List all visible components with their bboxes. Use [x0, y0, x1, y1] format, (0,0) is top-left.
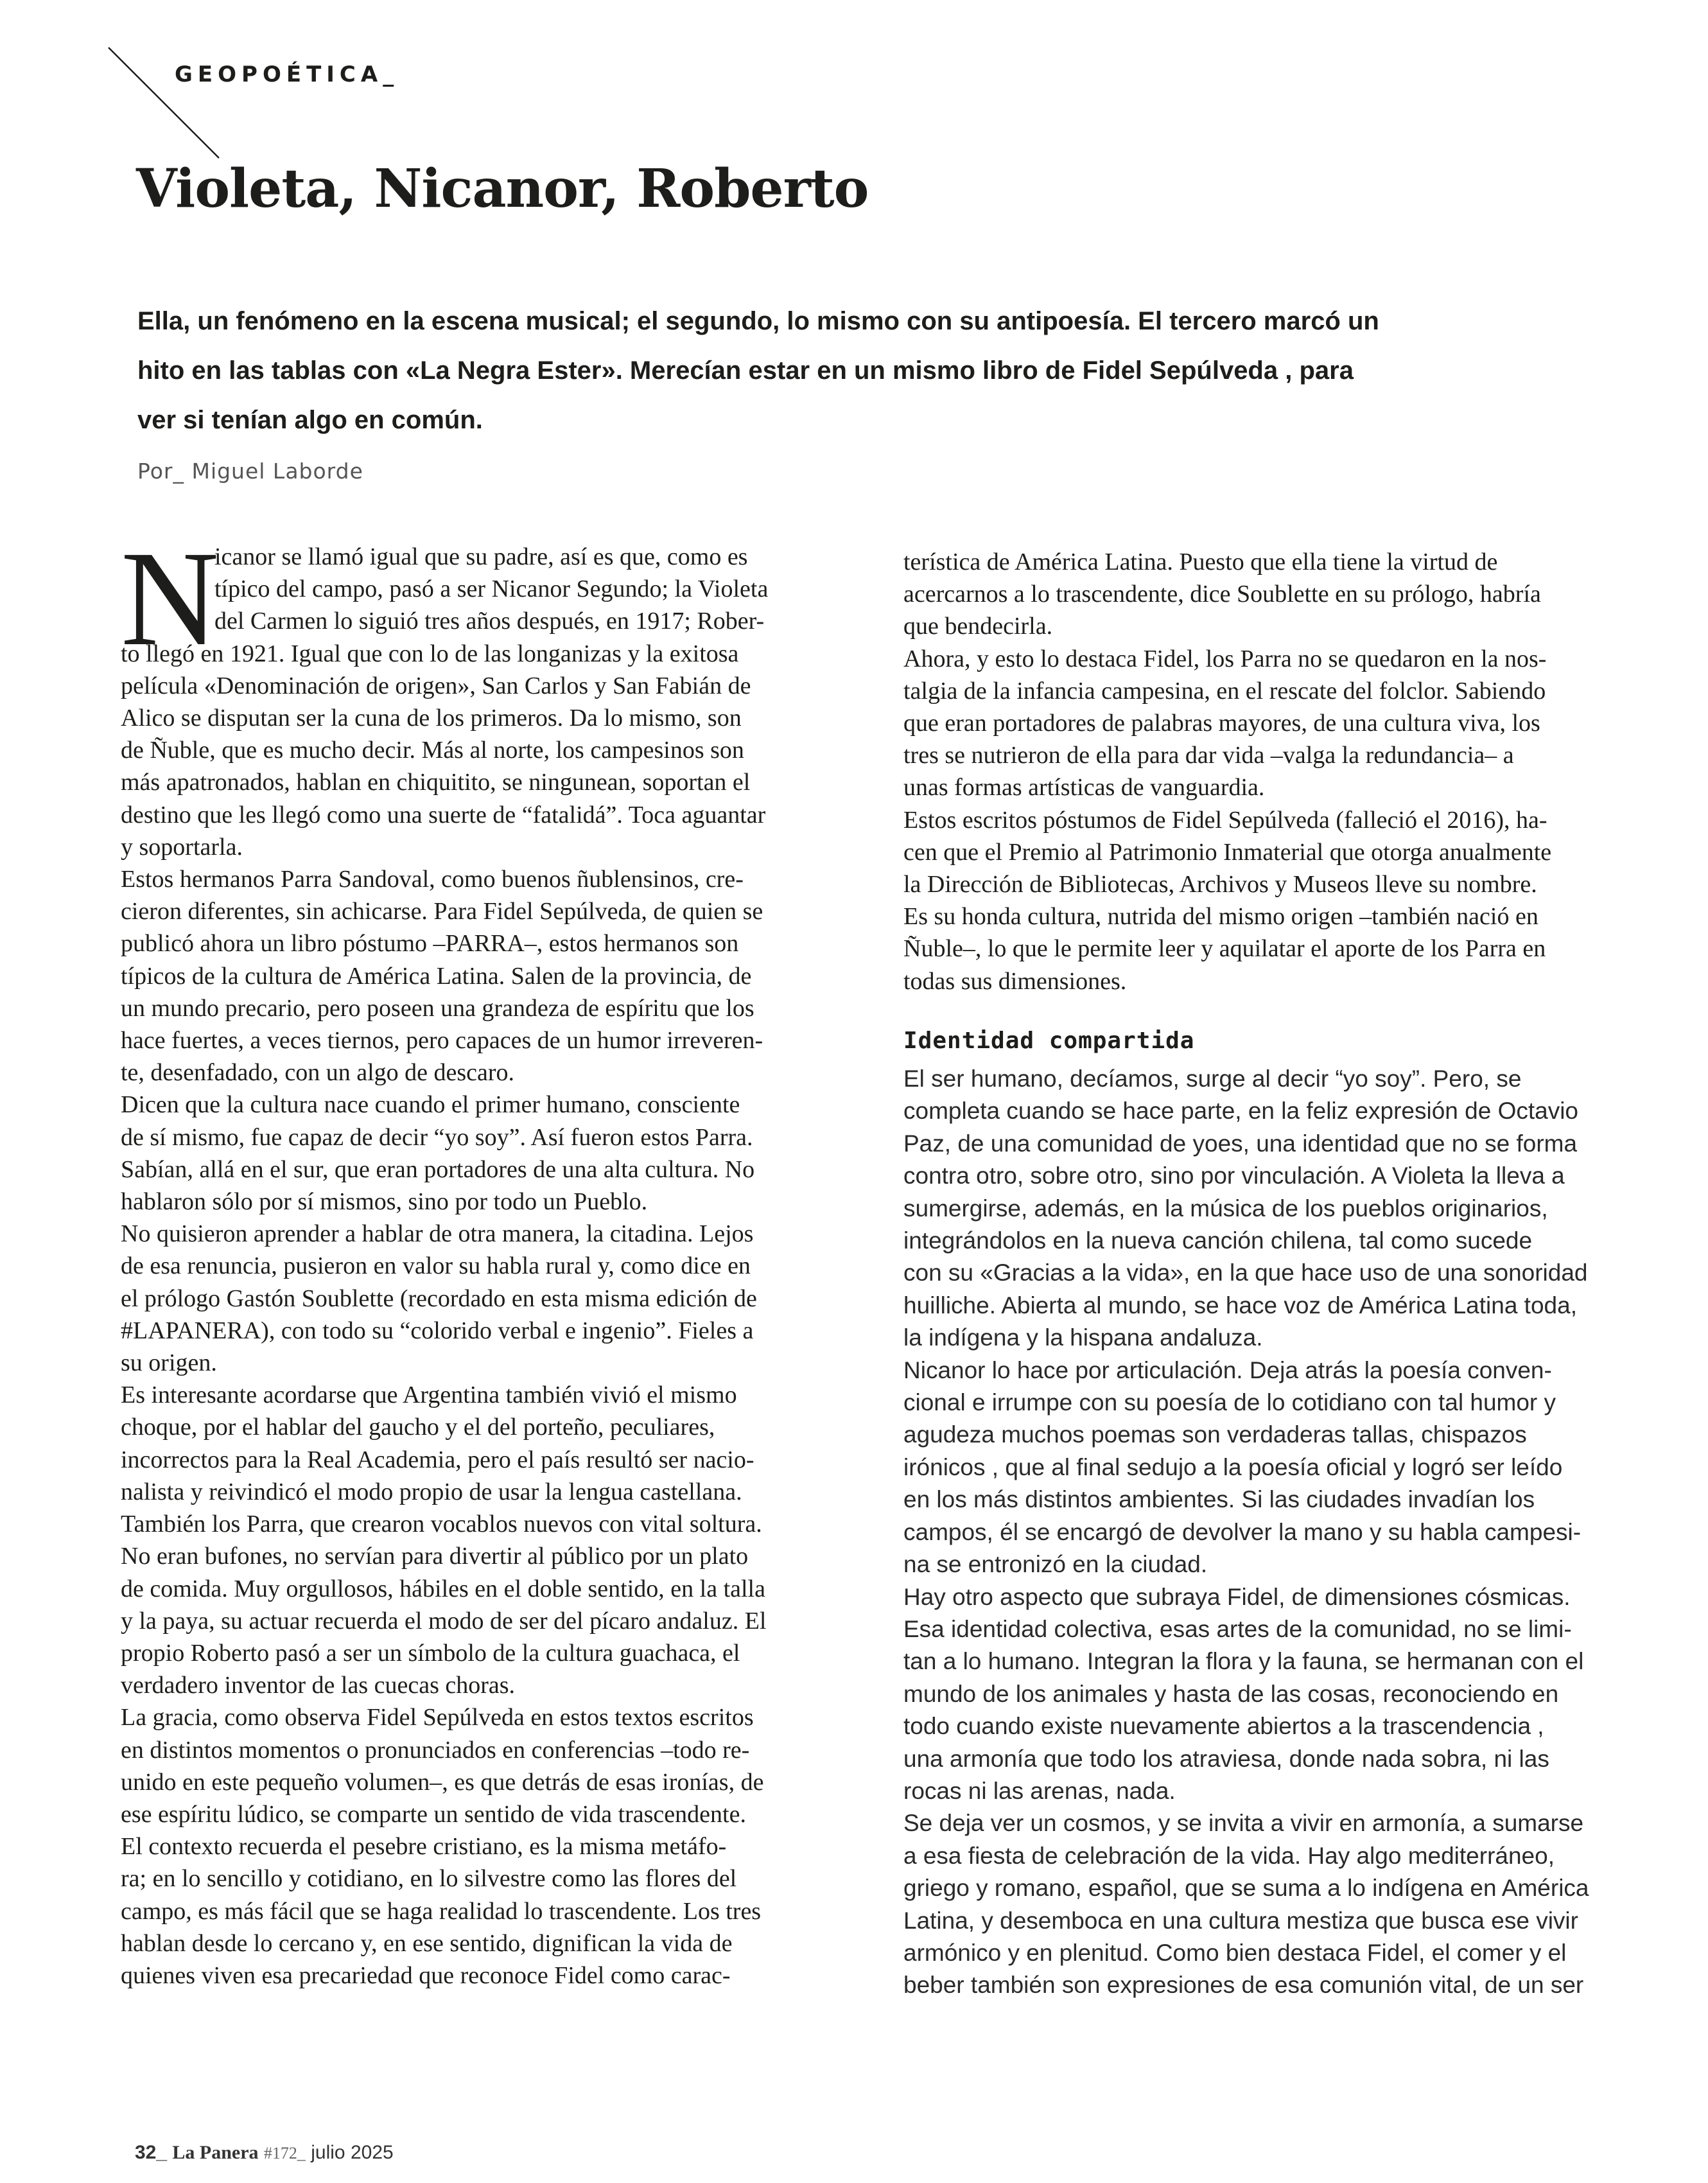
- text-line: icanor se llamó igual que su padre, así es que, como es: [214, 543, 748, 570]
- paragraph: [121, 1379, 832, 1701]
- text-line: incorrectos para la Real Academia, pero el país resultó ser nacio-: [121, 1446, 754, 1473]
- paragraph: [121, 523, 832, 863]
- text-line: completa cuando se hace parte, en la feliz expresión de Octavio: [903, 1098, 1579, 1125]
- paragraph: [121, 863, 832, 1089]
- paragraph: [121, 1701, 832, 1992]
- text-line: La gracia, como observa Fidel Sepúlveda en estos textos escritos: [121, 1704, 754, 1731]
- text-line: Alico se disputan ser la cuna de los primeros. Da lo mismo, son: [121, 705, 742, 732]
- text-line: integrándolos en la nueva canción chilena, tal como sucede: [903, 1227, 1533, 1254]
- byline: Por_ Miguel Laborde: [137, 459, 363, 484]
- text-line: cional e irrumpe con su poesía de lo cotidiano con tal humor y: [903, 1389, 1556, 1416]
- text-line: te, desenfadado, con un algo de descaro.: [121, 1059, 515, 1087]
- drop-cap: N: [121, 523, 220, 674]
- text-line: cieron diferentes, sin achicarse. Para Fidel Sepúlveda, de quien se: [121, 898, 763, 925]
- text-line: Es interesante acordarse que Argentina también vivió el mismo: [121, 1381, 737, 1409]
- text-line: quienes viven esa precariedad que reconoce Fidel como carac-: [121, 1961, 731, 1989]
- text-line: El contexto recuerda el pesebre cristiano, es la misma metáfo-: [121, 1833, 727, 1861]
- text-line: típico del campo, pasó a ser Nicanor Segundo; la Violeta: [214, 575, 769, 603]
- paragraph: [903, 1355, 1629, 1581]
- paragraph: [903, 1581, 1629, 1808]
- text-line: contra otro, sobre otro, sino por vinculación. A Violeta la lleva a: [903, 1162, 1565, 1189]
- text-line: en los más distintos ambientes. Si las ciudades invadían los: [903, 1486, 1535, 1513]
- text-line: unido en este pequeño volumen–, es que detrás de esas ironías, de: [121, 1768, 764, 1796]
- paragraph: [903, 643, 1615, 804]
- text-line: No eran bufones, no servían para divertir al público por un plato: [121, 1543, 749, 1570]
- text-line: verdadero inventor de las cuecas choras.: [121, 1672, 516, 1699]
- text-line: sumergirse, además, en la música de los pueblos originarios,: [903, 1195, 1548, 1222]
- text-line: hablan desde lo cercano y, en ese sentido, dignifican la vida de: [121, 1929, 733, 1957]
- paragraph: [903, 546, 1615, 643]
- text-line: hace fuertes, a veces tiernos, pero capaces de un humor irreveren-: [121, 1027, 763, 1055]
- text-line: Nicanor lo hace por articulación. Deja atrás la poesía conven-: [903, 1356, 1552, 1383]
- text-line: griego y romano, español, que se suma a lo indígena en América: [903, 1875, 1589, 1902]
- text-line: Latina, y desemboca en una cultura mestiza que busca ese vivir: [903, 1907, 1578, 1934]
- text-line: Es su honda cultura, nutrida del mismo origen –también nació en: [903, 903, 1538, 931]
- text-line: rocas ni las arenas, nada.: [903, 1777, 1176, 1804]
- text-line: publicó ahora un libro póstumo –PARRA–, estos hermanos son: [121, 930, 739, 958]
- text-line: una armonía que todo los atraviesa, donde nada sobra, ni las: [903, 1745, 1549, 1772]
- text-line: nalista y reivindicó el modo propio de usar la lengua castellana.: [121, 1478, 742, 1505]
- text-line: ra; en lo sencillo y cotidiano, en lo silvestre como las flores del: [121, 1865, 737, 1893]
- text-line: todas sus dimensiones.: [903, 967, 1127, 995]
- text-line: campos, él se encargó de devolver la mano y su habla campesi-: [903, 1518, 1582, 1545]
- text-line: agudeza muchos poemas son verdaderas tallas, chispazos: [903, 1421, 1527, 1448]
- paragraph: [903, 804, 1615, 997]
- text-line: talgia de la infancia campesina, en el rescate del folclor. Sabiendo: [903, 677, 1546, 705]
- page-number: 32_: [135, 2142, 168, 2163]
- text-line: terística de América Latina. Puesto que ella tiene la virtud de: [903, 548, 1498, 575]
- section-subheading: Identidad compartida: [903, 1028, 1195, 1054]
- text-line: más apatronados, hablan en chiquitito, se ningunean, soportan el: [121, 769, 751, 796]
- article-title: Violeta, Nicanor, Roberto: [136, 158, 869, 220]
- text-line: No quisieron aprender a hablar de otra manera, la citadina. Lejos: [121, 1220, 754, 1248]
- text-line: armónico y en plenitud. Como bien destaca Fidel, el comer y el: [903, 1939, 1567, 1966]
- text-line: con su «Gracias a la vida», en la que hace uso de una sonoridad: [903, 1259, 1588, 1286]
- text-line: cen que el Premio al Patrimonio Inmaterial que otorga anualmente: [903, 838, 1552, 866]
- text-line: y la paya, su actuar recuerda el modo de ser del pícaro andaluz. El: [121, 1607, 767, 1635]
- text-line: que bendecirla.: [903, 613, 1053, 640]
- issue-date: julio 2025: [311, 2142, 394, 2163]
- text-line: to llegó en 1921. Igual que con lo de las longanizas y la exitosa: [121, 640, 739, 667]
- lead-line: Ella, un fenómeno en la escena musical; el segundo, lo mismo con su antipoesía. El tercero marcó un: [137, 307, 1379, 335]
- text-line: en distintos momentos o pronunciados en conferencias –todo re-: [121, 1736, 750, 1764]
- text-line: tan a lo humano. Integran la flora y la fauna, se hermanan con el: [903, 1648, 1584, 1675]
- text-line: irónicos , que al final sedujo a la poesía oficial y logró ser leído: [903, 1453, 1563, 1480]
- text-line: Hay otro aspecto que subraya Fidel, de dimensiones cósmicas.: [903, 1583, 1571, 1610]
- text-line: Se deja ver un cosmos, y se invita a vivir en armonía, a sumarse: [903, 1810, 1584, 1837]
- text-line: #LAPANERA), con todo su “colorido verbal e ingenio”. Fieles a: [121, 1317, 754, 1344]
- text-line: que eran portadores de palabras mayores, de una cultura viva, los: [903, 710, 1540, 737]
- text-line: huilliche. Abierta al mundo, se hace voz de América Latina toda,: [903, 1292, 1577, 1319]
- text-line: de comida. Muy orgullosos, hábiles en el doble sentido, en la talla: [121, 1575, 765, 1602]
- text-line: El ser humano, decíamos, surge al decir “yo soy”. Pero, se: [903, 1065, 1522, 1092]
- text-line: de Ñuble, que es mucho decir. Más al norte, los campesinos son: [121, 737, 744, 764]
- text-line: y soportarla.: [121, 833, 243, 861]
- issue-number: #172_: [263, 2144, 306, 2162]
- text-line: ese espíritu lúdico, se comparte un sentido de vida trascendente.: [121, 1800, 746, 1828]
- text-line: destino que les llegó como una suerte de “fatalidá”. Toca aguantar: [121, 801, 766, 828]
- paragraph: [121, 1089, 832, 1218]
- text-line: el prólogo Gastón Soublette (recordado en esta misma edición de: [121, 1284, 757, 1312]
- text-line: Sabían, allá en el sur, que eran portadores de una alta cultura. No: [121, 1155, 755, 1183]
- text-line: También los Parra, que crearon vocablos nuevos con vital soltura.: [121, 1511, 762, 1538]
- article-lead: [137, 297, 1377, 445]
- body-column-left: [121, 523, 832, 1992]
- text-line: Esa identidad colectiva, esas artes de la comunidad, no se limi-: [903, 1615, 1572, 1642]
- paragraph: [903, 1063, 1629, 1355]
- text-line: hablaron sólo por sí mismos, sino por todo un Pueblo.: [121, 1188, 648, 1216]
- text-line: un mundo precario, pero poseen una grandeza de espíritu que los: [121, 994, 754, 1022]
- text-line: a esa fiesta de celebración de la vida. Hay algo mediterráneo,: [903, 1842, 1555, 1869]
- text-line: Dicen que la cultura nace cuando el primer humano, consciente: [121, 1091, 740, 1119]
- text-line: Estos escritos póstumos de Fidel Sepúlveda (falleció el 2016), ha-: [903, 806, 1547, 834]
- text-line: la Dirección de Bibliotecas, Archivos y Museos lleve su nombre.: [903, 871, 1537, 899]
- text-line: Estos hermanos Parra Sandoval, como buenos ñublensinos, cre-: [121, 866, 744, 893]
- text-line: Paz, de una comunidad de yoes, una identidad que no se forma: [903, 1130, 1578, 1157]
- text-line: del Carmen lo siguió tres años después, en 1917; Rober-: [214, 608, 765, 635]
- text-line: de esa renuncia, pusieron en valor su habla rural y, como dice en: [121, 1252, 751, 1280]
- text-line: tres se nutrieron de ella para dar vida –valga la redundancia– a: [903, 742, 1514, 769]
- text-line: película «Denominación de origen», San Carlos y San Fabián de: [121, 672, 751, 699]
- text-line: na se entronizó en la ciudad.: [903, 1551, 1208, 1578]
- section-label: GEOPOÉTICA_: [175, 62, 399, 87]
- text-line: su origen.: [121, 1349, 217, 1377]
- text-line: de sí mismo, fue capaz de decir “yo soy”. Así fueron estos Parra.: [121, 1123, 753, 1151]
- lead-line: ver si tenían algo en común.: [137, 406, 483, 434]
- text-line: unas formas artísticas de vanguardia.: [903, 774, 1265, 802]
- text-line: choque, por el hablar del gaucho y el del porteño, peculiares,: [121, 1414, 715, 1441]
- text-line: acercarnos a lo trascendente, dice Soublette en su prólogo, habría: [903, 581, 1541, 608]
- text-line: beber también son expresiones de esa comunión vital, de un ser: [903, 1972, 1584, 1999]
- text-line: todo cuando existe nuevamente abiertos a la trascendencia ,: [903, 1713, 1544, 1740]
- text-line: campo, es más fácil que se haga realidad lo trascendente. Los tres: [121, 1897, 762, 1925]
- body-column-right-bottom: [903, 1063, 1629, 2002]
- lead-line: hito en las tablas con «La Negra Ester». Merecían estar en un mismo libro de Fidel Sepúlveda , para: [137, 356, 1354, 385]
- paragraph: [121, 1218, 832, 1379]
- page-footer: [135, 2142, 394, 2164]
- text-line: propio Roberto pasó a ser un símbolo de la cultura guachaca, el: [121, 1639, 740, 1667]
- text-line: mundo de los animales y hasta de las cosas, reconociendo en: [903, 1680, 1559, 1707]
- paragraph: [903, 1807, 1629, 2001]
- magazine-name: La Panera: [172, 2142, 259, 2163]
- text-line: la indígena y la hispana andaluza.: [903, 1324, 1263, 1351]
- text-line: Ahora, y esto lo destaca Fidel, los Parra no se quedaron en la nos-: [903, 645, 1547, 672]
- body-column-right-top: [903, 546, 1615, 997]
- text-line: Ñuble–, lo que le permite leer y aquilatar el aporte de los Parra en: [903, 935, 1546, 963]
- text-line: típicos de la cultura de América Latina. Salen de la provincia, de: [121, 962, 752, 990]
